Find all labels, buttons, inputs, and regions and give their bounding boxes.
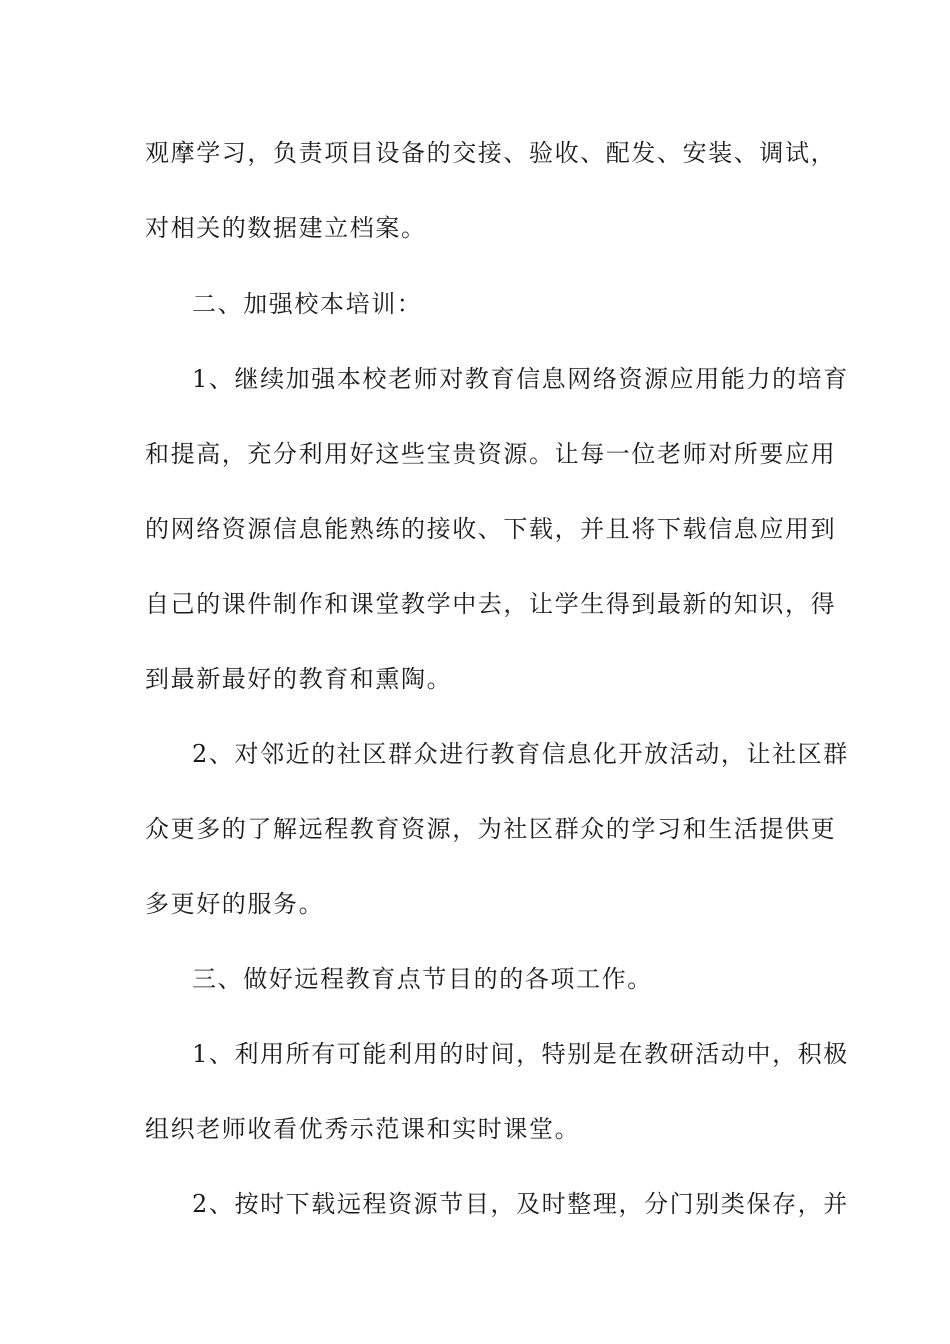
section-heading: 二、加强校本培训： xyxy=(192,290,423,318)
text-line: 2、对邻近的社区群众进行教育信息化开放活动，让社区群 xyxy=(192,740,849,768)
text-line: 组织老师收看优秀示范课和实时课堂。 xyxy=(145,1115,581,1143)
text-line: 到最新最好的教育和熏陶。 xyxy=(145,665,453,693)
text-line: 众更多的了解远程教育资源，为社区群众的学习和生活提供更 xyxy=(145,815,837,843)
text-line: 1、继续加强本校老师对教育信息网络资源应用能力的培育 xyxy=(192,365,849,393)
text-line: 的网络资源信息能熟练的接收、下载，并且将下载信息应用到 xyxy=(145,515,837,543)
text-line: 多更好的服务。 xyxy=(145,890,325,918)
text-line: 和提高，充分利用好这些宝贵资源。让每一位老师对所要应用 xyxy=(145,440,837,468)
text-line: 2、按时下载远程资源节目，及时整理，分门别类保存，并 xyxy=(192,1190,849,1218)
text-line: 观摩学习，负责项目设备的交接、验收、配发、安装、调试， xyxy=(145,139,837,167)
text-line: 1、利用所有可能利用的时间，特别是在教研活动中，积极 xyxy=(192,1040,849,1068)
text-line: 对相关的数据建立档案。 xyxy=(145,214,427,242)
text-line: 自己的课件制作和课堂教学中去，让学生得到最新的知识，得 xyxy=(145,590,837,618)
section-heading: 三、做好远程教育点节目的的各项工作。 xyxy=(192,965,653,993)
